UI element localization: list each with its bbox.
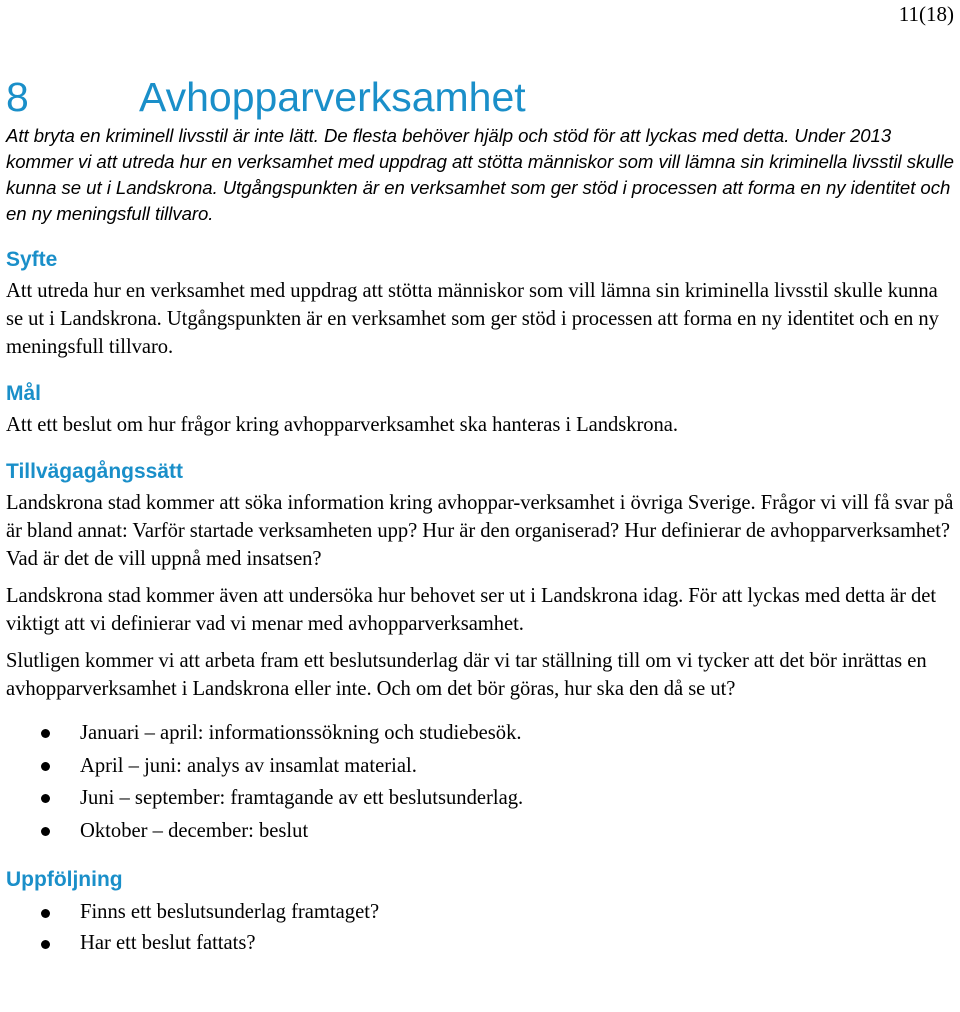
list-item [6,897,956,928]
section-heading-mal: Mål [6,382,42,405]
page-number: 11(18) [898,2,954,26]
list-item-text: Har ett beslut fattats? [80,932,256,954]
followup-list [6,897,956,959]
list-item [6,928,956,959]
section-heading-syfte: Syfte [6,248,58,271]
chapter-number: 8 [6,74,29,120]
list-item [6,750,956,783]
chapter-heading [6,72,956,122]
bullet-icon [41,794,50,803]
bullet-icon [41,729,50,738]
mal-paragraph: Att ett beslut om hur frågor kring avhopparverksamhet ska hanteras i Landskrona. [6,414,678,436]
method-paragraph-3: Slutligen kommer vi att arbeta fram ett beslutsunderlag där vi tar ställning till om vi tycker att det bör inrättas en avhopparverksamhet i Landskrona eller inte. Och om det bör göras, hur ska den då se ut? [6,650,927,700]
list-item-text: Oktober – december: beslut [80,819,309,842]
list-item [6,717,956,750]
intro-paragraph: Att bryta en kriminell livsstil är inte lätt. De flesta behöver hjälp och stöd för att lyckas med detta. Under 2013 kommer vi att utreda hur en verksamhet med uppdrag att stötta människor som vill lämna sin kriminella livsstil skulle kunna se ut i Landskrona. Utgångspunkten är en verksamhet som ger stöd i processen att forma en ny identitet och en ny meningsfull tillvaro. [6,125,954,224]
list-item [6,782,956,815]
list-item-text: Juni – september: framtagande av ett beslutsunderlag. [80,787,524,809]
document-body [6,72,956,959]
bullet-icon [41,909,50,918]
section-heading-tillvagagangssatt: Tillvägagångssätt [6,460,184,483]
list-item-text: Finns ett beslutsunderlag framtaget? [80,901,380,923]
section-heading-uppfoljning: Uppföljning [6,868,123,891]
list-item [6,815,956,848]
timeline-list [6,717,956,847]
bullet-icon [41,827,50,836]
chapter-title: Avhopparverksamhet [139,74,526,120]
method-paragraph-2: Landskrona stad kommer även att undersöka hur behovet ser ut i Landskrona idag. För att lyckas med detta är det viktigt att vi definierar vad vi menar med avhopparverksamhet. [6,585,937,635]
bullet-icon [41,940,50,949]
method-paragraph-1: Landskrona stad kommer att söka information kring avhoppar-verksamhet i övriga Sverige. Frågor vi vill få svar på är bland annat: Varför startade verksamheten upp? Hur är den organiserad? Hur definierar de avhopparverksamhet? Vad är det de vill uppnå med insatsen? [6,492,954,570]
list-item-text: Januari – april: informationssökning och studiebesök. [80,722,522,744]
syfte-paragraph: Att utreda hur en verksamhet med uppdrag att stötta människor som vill lämna sin kriminella livsstil skulle kunna se ut i Landskrona. Utgångspunkten är en verksamhet som ger stöd i processen att forma en ny identitet och en ny meningsfull tillvaro. [6,280,939,358]
list-item-text: April – juni: analys av insamlat material. [80,754,417,777]
bullet-icon [41,762,50,771]
